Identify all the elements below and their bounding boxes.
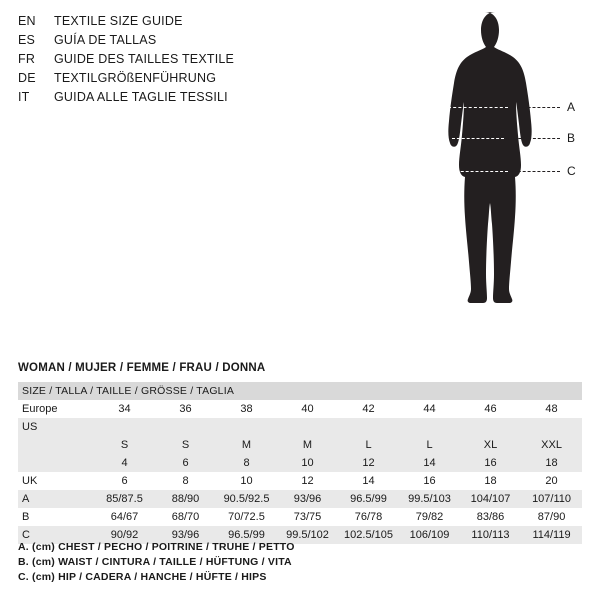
table-cell: 44 — [399, 400, 460, 418]
table-cell: 18 — [521, 454, 582, 472]
table-cell: 14 — [399, 454, 460, 472]
language-row — [18, 90, 348, 109]
table-cell: M — [216, 436, 277, 454]
language-title: GUIDA ALLE TAGLIE TESSILI — [54, 90, 228, 104]
measure-line-a-inner — [448, 107, 508, 108]
language-row — [18, 71, 348, 90]
table-cell — [277, 418, 338, 436]
measure-line-b-outer — [504, 138, 560, 139]
table-cell: 114/119 — [521, 526, 582, 544]
table-cell: M — [277, 436, 338, 454]
measure-line-a-outer — [508, 107, 560, 108]
table-cell: 12 — [338, 454, 399, 472]
row-label: B — [18, 508, 94, 526]
table-cell: 14 — [338, 472, 399, 490]
table-row — [18, 490, 582, 508]
table-row — [18, 454, 582, 472]
woman-section-caption: WOMAN / MUJER / FEMME / FRAU / DONNA — [18, 362, 266, 374]
table-cell: XXL — [521, 436, 582, 454]
language-row — [18, 52, 348, 71]
table-head-row — [18, 382, 582, 400]
table-cell: 102.5/105 — [338, 526, 399, 544]
legend-line-a: A. (cm) CHEST / PECHO / POITRINE / TRUHE / PETTO — [18, 541, 295, 553]
row-label: US — [18, 418, 94, 436]
table-cell: 106/109 — [399, 526, 460, 544]
language-title: TEXTILGRÖßENFÜHRUNG — [54, 71, 217, 85]
table-cell: 64/67 — [94, 508, 155, 526]
language-title: GUIDE DES TAILLES TEXTILE — [54, 52, 235, 66]
table-cell: 10 — [277, 454, 338, 472]
legend-line-c: C. (cm) HIP / CADERA / HANCHE / HÜFTE / HIPS — [18, 571, 267, 583]
row-label: UK — [18, 472, 94, 490]
measure-label-a: A — [567, 100, 576, 114]
language-code: ES — [18, 33, 36, 47]
table-cell: 93/96 — [155, 526, 216, 544]
table-cell: 6 — [155, 454, 216, 472]
table-cell: 99.5/102 — [277, 526, 338, 544]
row-label: C — [18, 526, 94, 544]
size-table-wrapper — [18, 382, 582, 544]
table-cell: 90/92 — [94, 526, 155, 544]
language-code: FR — [18, 52, 36, 66]
language-title: TEXTILE SIZE GUIDE — [54, 14, 183, 28]
table-cell — [155, 418, 216, 436]
measure-label-c: C — [567, 164, 576, 178]
table-cell: 70/72.5 — [216, 508, 277, 526]
measure-line-c-inner — [446, 171, 508, 172]
language-row — [18, 14, 348, 33]
table-cell: 16 — [399, 472, 460, 490]
language-code: DE — [18, 71, 36, 85]
table-cell — [216, 418, 277, 436]
table-cell: 16 — [460, 454, 521, 472]
row-label — [18, 436, 94, 454]
table-cell: 4 — [94, 454, 155, 472]
table-cell: 6 — [94, 472, 155, 490]
table-cell: 8 — [216, 454, 277, 472]
table-cell: 68/70 — [155, 508, 216, 526]
table-cell: S — [94, 436, 155, 454]
measure-line-c-outer — [508, 171, 560, 172]
table-cell — [399, 418, 460, 436]
row-label: Europe — [18, 400, 94, 418]
table-cell — [338, 418, 399, 436]
language-code: IT — [18, 90, 30, 104]
measure-line-b-inner — [452, 138, 504, 139]
table-cell: 96.5/99 — [216, 526, 277, 544]
table-row — [18, 508, 582, 526]
table-cell: 96.5/99 — [338, 490, 399, 508]
table-cell: L — [399, 436, 460, 454]
table-row — [18, 436, 582, 454]
table-cell: XL — [460, 436, 521, 454]
table-cell: 90.5/92.5 — [216, 490, 277, 508]
table-cell: 40 — [277, 400, 338, 418]
measurement-legend — [18, 540, 518, 585]
table-cell — [460, 418, 521, 436]
table-cell: 34 — [94, 400, 155, 418]
table-row — [18, 472, 582, 490]
table-cell: 42 — [338, 400, 399, 418]
table-cell — [94, 418, 155, 436]
row-label: A — [18, 490, 94, 508]
table-cell: 10 — [216, 472, 277, 490]
table-cell: 18 — [460, 472, 521, 490]
table-cell: 36 — [155, 400, 216, 418]
measure-label-b: B — [567, 131, 576, 145]
female-body-silhouette-icon — [440, 8, 550, 368]
table-head-label: SIZE / TALLA / TAILLE / GRÖSSE / TAGLIA — [18, 382, 582, 400]
table-cell: 104/107 — [460, 490, 521, 508]
table-cell: 93/96 — [277, 490, 338, 508]
row-label — [18, 454, 94, 472]
table-cell: 8 — [155, 472, 216, 490]
table-cell: 88/90 — [155, 490, 216, 508]
table-row — [18, 418, 582, 436]
table-cell: 46 — [460, 400, 521, 418]
size-table — [18, 382, 582, 544]
table-cell: L — [338, 436, 399, 454]
figure-area — [400, 8, 590, 368]
table-cell: 79/82 — [399, 508, 460, 526]
table-cell: S — [155, 436, 216, 454]
table-cell: 20 — [521, 472, 582, 490]
table-cell: 38 — [216, 400, 277, 418]
table-cell: 87/90 — [521, 508, 582, 526]
language-title-block — [18, 14, 348, 109]
language-row — [18, 33, 348, 52]
table-cell: 107/110 — [521, 490, 582, 508]
table-cell: 73/75 — [277, 508, 338, 526]
table-cell: 99.5/103 — [399, 490, 460, 508]
table-cell: 48 — [521, 400, 582, 418]
table-cell — [521, 418, 582, 436]
table-cell: 12 — [277, 472, 338, 490]
table-cell: 83/86 — [460, 508, 521, 526]
table-cell: 76/78 — [338, 508, 399, 526]
table-cell: 85/87.5 — [94, 490, 155, 508]
legend-line-b: B. (cm) WAIST / CINTURA / TAILLE / HÜFTUNG / VITA — [18, 556, 292, 568]
language-code: EN — [18, 14, 36, 28]
table-cell: 110/113 — [460, 526, 521, 544]
table-row — [18, 400, 582, 418]
language-title: GUÍA DE TALLAS — [54, 33, 157, 47]
